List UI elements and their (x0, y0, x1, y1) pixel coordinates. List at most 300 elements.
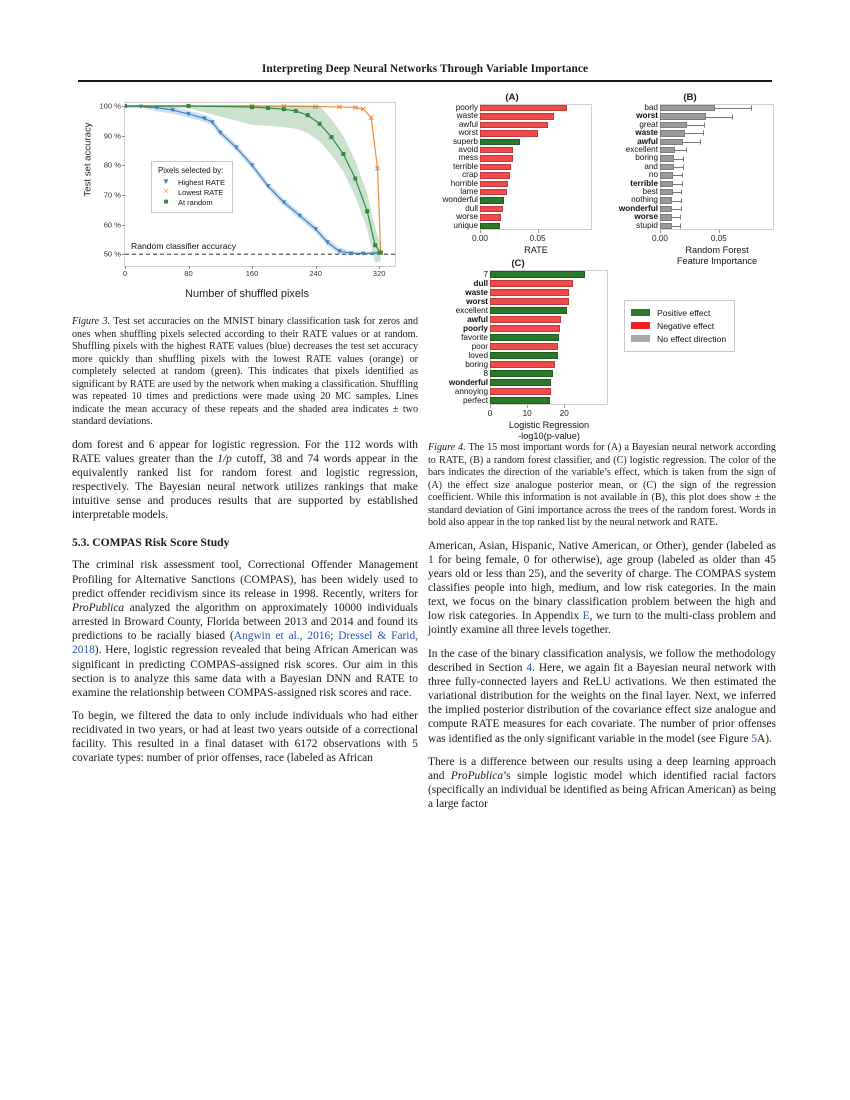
bar (660, 223, 672, 229)
legend-item-positive-effect (631, 306, 726, 319)
bar-row (428, 297, 608, 306)
bar-track (660, 154, 774, 162)
legend-item-negative-effect (631, 319, 726, 332)
figure-3-x-axis-label: Number of shuffled pixels (185, 288, 309, 300)
bar-row (604, 163, 774, 171)
figure-3-x-tickmark (316, 266, 317, 269)
bar-track (660, 205, 774, 213)
text-run: There is a difference between our results using a deep learning approach and (428, 755, 776, 782)
bar-row (604, 213, 774, 221)
bar (480, 147, 513, 153)
error-bar-cap (683, 164, 684, 169)
section-heading-5-3: 5.3. COMPAS Risk Score Study (72, 536, 230, 550)
panel-x-tick: 0 (487, 409, 493, 418)
bar-category-label: awful (458, 119, 478, 129)
bar-row (604, 112, 774, 120)
figure-3-x-tick: 160 (245, 269, 259, 278)
bar (480, 155, 513, 161)
bar (490, 325, 560, 332)
bar (480, 139, 520, 145)
bar-track (660, 180, 774, 188)
bar-row (428, 396, 608, 405)
panel-axis-caption: Random Forest (685, 245, 749, 255)
error-bar (674, 167, 683, 168)
bar-track (660, 222, 774, 230)
figure-4-caption-lead: Figure 4. (428, 442, 466, 453)
bar-track (480, 154, 592, 162)
bar-track (490, 288, 608, 297)
bar-track (480, 180, 592, 188)
legend-label: At random (178, 197, 213, 207)
bar-category-label: worst (636, 111, 658, 121)
bar-track (480, 188, 592, 196)
bar-track (490, 333, 608, 342)
error-bar (673, 192, 681, 193)
bar-track (660, 163, 774, 171)
bar-track (660, 213, 774, 221)
panel-x-tickmark (719, 230, 720, 233)
bar-category-label: poorly (462, 324, 488, 333)
bar (480, 130, 538, 136)
bar-category-label: poor (471, 342, 488, 351)
figure-3-y-tickmark (122, 106, 125, 107)
panel-c-title: (C) (511, 258, 525, 269)
citation-link-dressel[interactable]: Dressel & Farid, 2018 (72, 630, 418, 657)
bar-track (660, 146, 774, 154)
bar-row (428, 306, 608, 315)
bar (660, 206, 672, 212)
error-bar-cap (682, 181, 683, 186)
figure-3-y-tick: 60 % (103, 220, 121, 229)
bar-track (480, 138, 592, 146)
text-run: cutoff, 38 and 74 words appear in the equivalently ranked list for random forest and logistic regression, respectively. The Bayesian neural network utilizes rankings that make intuitive sense and produces results that are supported by established interpretable models. (72, 452, 418, 522)
bar-category-label: perfect (462, 396, 488, 405)
figure-3-y-tick: 90 % (103, 131, 121, 141)
error-bar (715, 108, 751, 109)
figure-3-plot-area (99, 101, 396, 278)
panel-axis-caption: Feature Importance (676, 255, 758, 266)
right-paragraph-2 (428, 647, 776, 746)
figure-3-y-tick: 80 % (103, 160, 121, 170)
figure-3-x-tick: 240 (309, 269, 322, 278)
bar-category-label: terrible (630, 178, 658, 188)
bar-category-label: worse (634, 212, 658, 222)
bar-track (490, 297, 608, 306)
panel-x-tickmark (490, 405, 491, 408)
error-bar (685, 133, 703, 134)
error-bar-cap (680, 223, 681, 228)
error-bar (672, 201, 681, 202)
bar (660, 172, 673, 178)
bar-track (480, 222, 592, 230)
panel-x-tickmark (660, 230, 661, 233)
bar-category-label: worse (456, 212, 478, 222)
left-paragraph-1 (72, 438, 418, 523)
citation-link-angwin[interactable]: Angwin et al., 2016 (233, 630, 331, 643)
bar-category-label: no (648, 170, 658, 180)
left-paragraph-3: To begin, we filtered the data to only include individuals who had either recidivated in two years, or had at least two years outside of a correctional facility. This resulted in a final dataset with 6172 observations with 5 covariate types: number of prior offenses, race (labeled as African (72, 710, 418, 765)
bar-track (490, 369, 608, 378)
bar (480, 164, 511, 170)
text-run: ). Here, logistic regression revealed that being African American was significant in predicting COMPAS-assigned risk scores. Our aim in this section is to analyze this same data with a Bayesian DNN and RATE to examine the relationship between COMPAS-assigned risk scores and race. (72, 644, 418, 699)
error-bar-cap (681, 198, 682, 203)
text-run: dom forest and 6 appear for logistic regression. For the 112 words with RATE values greater than the (72, 438, 418, 465)
legend-title: Pixels selected by: (158, 166, 224, 175)
figure-3-x-tickmark (252, 266, 253, 269)
panel-x-tick: 10 (522, 409, 532, 418)
bar-category-label: wonderful (442, 195, 478, 205)
left-column (72, 92, 418, 775)
bar-track (490, 342, 608, 351)
figure-4-caption-text: The 15 most important words for (A) a Bayesian neural network according to RATE, (B) a random forest classifier, and (C) logistic regression. The color of the bars indicates the direction of the variable’s effect, which is taken from the sign of (A) the effect size analogue posterior mean, or (C) the sign of the regression coefficient. While this information is not available in (B), this plot does show ± the standard deviation of Gini importance across the trees of the random forest. Words in bold also appear in the top ranked list by the neural network and RATE. (428, 442, 776, 528)
bar (660, 189, 673, 195)
text-run: The criminal risk assessment tool, Correctional Offender Management Profiling for Alternative Sanctions (COMPAS), has been widely used to predict offender recidivism since its release in 1998. Recently, writers for (72, 559, 418, 600)
page-title: Interpreting Deep Neural Networks Through Variable Importance (261, 63, 589, 75)
bar (490, 298, 569, 305)
bar (660, 147, 675, 153)
figure-3-y-tick: 50 % (103, 249, 121, 259)
bar-row (428, 112, 592, 120)
legend-label: Positive effect (657, 307, 711, 318)
text-run: American, Asian, Hispanic, Native American, or Other), gender (labeled as 1 for being female, 0 for otherwise), age group (labeled as older than 45 years old or less than 25), and the severity of charge. The COMPAS system classifies people into high, medium, and low risk categories. In the main text, we focus on the binary classification problem between the high and low risk categories. In Appendix (428, 539, 776, 623)
bar (660, 105, 715, 111)
bar (490, 334, 559, 341)
bar-category-label: awful (637, 136, 658, 146)
figure-3-caption-text: Test set accuracies on the MNIST binary classification task for zeros and ones when shuffling pixels selected according to their RATE values or at random. Shuffling pixels with the highest RATE values (blue) decreases the test set accuracy more quickly than shuffling pixels with the lowest RATE values (orange) or completely selected at random (green). This indicates that pixels identified as significant by RATE are used by the network when making a classification. Shuffling was repeated 10 times and predictions were made using 20 MC samples. Lines indicate the mean accuracy of these repeats and the shaded area indicates ± two standard deviations. (72, 316, 418, 427)
bar-category-label: avoid (458, 145, 478, 154)
bar-track (660, 129, 774, 137)
bar (660, 139, 683, 145)
text-run: A). (756, 732, 772, 745)
bar-track (480, 213, 592, 221)
error-bar-cap (680, 215, 681, 220)
text-run: In the case of the binary classification analysis, we follow the methodology described in Section (428, 647, 776, 674)
legend-label: No effect direction (657, 333, 727, 344)
bar-category-label: worst (466, 297, 488, 306)
bar (660, 164, 674, 170)
color-swatch-red (631, 322, 650, 329)
bar-row (604, 188, 774, 196)
bar (490, 280, 573, 287)
figure-4-chart (428, 92, 776, 441)
panel-x-tick: 0.05 (529, 234, 546, 243)
bar (490, 289, 569, 296)
bar-track (480, 112, 592, 120)
bar-row (604, 104, 774, 112)
bar-category-label: horrible (450, 178, 478, 188)
bar-row (604, 205, 774, 213)
bar-track (480, 205, 592, 213)
bar (660, 181, 673, 187)
panel-a-title: (A) (505, 92, 519, 103)
bar-track (660, 121, 774, 129)
bar-row (428, 121, 592, 129)
bar-track (480, 196, 592, 204)
bar (660, 113, 706, 119)
panel-axis-caption: RATE (524, 245, 548, 255)
bar-track (660, 104, 774, 112)
bar (480, 197, 504, 203)
bar-track (490, 315, 608, 324)
bar-row (428, 104, 592, 112)
bar-category-label: boring (635, 153, 658, 163)
figure-3-y-tickmark (122, 195, 125, 196)
bar-row (604, 180, 774, 188)
figure-4-caption (428, 442, 776, 530)
bar-category-label: nothing (631, 195, 658, 205)
bar-track (490, 270, 608, 279)
bar-row (428, 342, 608, 351)
bar-row (428, 333, 608, 342)
bar-category-label: waste (456, 111, 478, 121)
bar-track (480, 163, 592, 171)
bar-row (428, 315, 608, 324)
bar-category-label: annoying (454, 387, 488, 396)
legend-item-no-effect (631, 332, 726, 345)
bar-row (428, 360, 608, 369)
error-bar-cap (703, 131, 704, 136)
bar-category-label: terrible (452, 161, 478, 171)
figure-3-legend (151, 161, 233, 213)
bar (660, 214, 672, 220)
appendix-link-e[interactable]: E (582, 610, 590, 623)
legend-label: Highest RATE (178, 177, 225, 187)
bar-category-label: waste (465, 288, 488, 297)
figure-3-y-tickmark (122, 254, 125, 255)
bar-track (480, 146, 592, 154)
bar-category-label: waste (635, 128, 658, 138)
legend-label: Negative effect (657, 320, 715, 331)
bar (660, 130, 685, 136)
error-bar-cap (682, 173, 683, 178)
square-marker-icon: ■ (163, 197, 169, 206)
error-bar (683, 142, 700, 143)
bar-category-label: excellent (625, 145, 658, 154)
bar-track (480, 104, 592, 112)
error-bar (672, 226, 680, 227)
right-paragraph-1 (428, 539, 776, 638)
bar-row (428, 369, 608, 378)
bar (490, 388, 551, 395)
bar-category-label: worst (458, 128, 478, 138)
figure-3-caption (72, 316, 418, 429)
figure-3-caption-lead: Figure 3. (72, 316, 111, 327)
bar (490, 361, 555, 368)
bar-row (428, 324, 608, 333)
text-run: , we turn to the multi-class problem and jointly examine all three levels together. (428, 610, 776, 637)
bar-row (428, 205, 592, 213)
text-run: . Here, we again fit a Bayesian neural network with three fully-connected layers and ReLU activations. We then estimated the variational distribution for the weights on the final layer. Next, we inferred the implied posterior distribution of the covariance effect size analogue and compute RATE measures for each covariate. The number of prior offenses was identified as the only significant variable in the model (see Figure (428, 661, 776, 745)
bar-category-label: poorly (455, 103, 478, 112)
bar-category-label: mess (458, 153, 478, 163)
bar-row (428, 146, 592, 154)
figure-4-panel-b (604, 92, 776, 272)
error-bar (672, 217, 680, 218)
figure-3-x-tick: 0 (122, 269, 128, 278)
bar (490, 343, 558, 350)
bar (480, 113, 554, 119)
bar-row (428, 138, 592, 146)
bar (660, 197, 672, 203)
legend-item-lowest-rate (158, 187, 225, 197)
bar-row (428, 288, 608, 297)
color-swatch-green (631, 309, 650, 316)
bar-row (428, 196, 592, 204)
bar-row (428, 222, 592, 230)
error-bar-cap (700, 139, 701, 144)
panel-x-tick: 0.00 (652, 234, 668, 243)
panel-x-tick: 0.00 (472, 234, 488, 243)
bar-category-label: great (639, 119, 658, 129)
error-bar (673, 184, 682, 185)
header-divider (78, 80, 772, 82)
bar (480, 189, 507, 195)
x-marker-icon: ✕ (162, 187, 170, 196)
bar-category-label: loved (468, 351, 488, 360)
bar-row (604, 154, 774, 162)
bar (480, 172, 510, 178)
panel-x-tickmark (564, 405, 565, 408)
panel-x-tick: 0.05 (710, 234, 727, 243)
error-bar-cap (732, 114, 733, 119)
bar-category-label: 7 (483, 270, 488, 279)
bar-category-label: boring (465, 360, 488, 369)
bar (490, 379, 551, 386)
bar-row (428, 387, 608, 396)
figure-3-y-tickmark (122, 136, 125, 137)
figure-3-random-accuracy-annotation: Random classifier accuracy (131, 241, 237, 252)
bar (480, 206, 503, 212)
bar-category-label: favorite (461, 333, 488, 342)
figure-3-x-tickmark (379, 266, 380, 269)
bar-row (604, 222, 774, 230)
bar-category-label: stupid (636, 220, 658, 230)
bar-category-label: awful (467, 315, 488, 324)
bar (660, 122, 687, 128)
bar-row (428, 378, 608, 387)
panel-x-tickmark (480, 230, 481, 233)
bar-category-label: dull (473, 279, 488, 288)
panel-x-tickmark (527, 405, 528, 408)
bar (490, 271, 585, 278)
figure-link-5[interactable]: 5 (751, 732, 757, 745)
bar-track (490, 306, 608, 315)
bar (480, 214, 501, 220)
figure-3-x-tickmark (125, 266, 126, 269)
panel-x-tick: 20 (559, 409, 569, 418)
figure-3-y-tickmark (122, 225, 125, 226)
bar-track (660, 138, 774, 146)
figure-3-y-axis-label: Test set accuracy (82, 122, 94, 197)
error-bar (672, 209, 681, 210)
bar-track (480, 121, 592, 129)
error-bar (687, 125, 704, 126)
bar-row (428, 163, 592, 171)
triangle-down-icon: ▼ (162, 177, 170, 186)
propublica-italic: ProPublica (72, 601, 125, 614)
bar (490, 307, 567, 314)
bar (490, 397, 550, 404)
bar (490, 370, 553, 377)
figure-4-legend (624, 300, 735, 352)
bar (480, 223, 500, 229)
bar-track (660, 171, 774, 179)
bar-category-label: lame (460, 187, 478, 196)
figure-4-panel-c (428, 258, 608, 441)
color-swatch-gray (631, 335, 650, 342)
left-paragraph-2 (72, 558, 418, 700)
figure-3-x-tick: 320 (372, 269, 386, 278)
figure-3-x-tick: 80 (184, 269, 193, 278)
bar-track (490, 279, 608, 288)
bar-row (604, 121, 774, 129)
error-bar (673, 175, 682, 176)
text-run: ’s simple logistic model which identified racial factors (specifically an individual be identified as being African American) as being a large factor (428, 769, 777, 811)
bar-track (490, 396, 608, 405)
panel-b-title: (B) (683, 92, 697, 103)
right-paragraph-3 (428, 755, 776, 812)
bar-category-label: wonderful (618, 203, 658, 213)
bar-category-label: best (642, 187, 658, 196)
bar-track (480, 171, 592, 179)
error-bar (674, 159, 683, 160)
error-bar-cap (751, 106, 752, 111)
bar-category-label: wonderful (448, 378, 488, 387)
figure-3-y-tick: 70 % (103, 190, 121, 200)
bar-track (660, 196, 774, 204)
bar-track (480, 129, 592, 137)
section-link-4[interactable]: 4 (526, 661, 533, 674)
bar-track (490, 387, 608, 396)
bar-category-label: superb (452, 136, 478, 146)
bar-row (428, 279, 608, 288)
figure-4-panel-a (428, 92, 596, 272)
right-column (428, 92, 776, 820)
bar-row (428, 351, 608, 360)
figure-3-y-tickmark (122, 165, 125, 166)
bar-category-label: dull (465, 203, 478, 213)
bar (490, 352, 558, 359)
figure-3-x-tickmark (189, 266, 190, 269)
bar-track (490, 378, 608, 387)
legend-item-at-random (158, 197, 225, 207)
figure-3-y-tick: 100 % (99, 101, 121, 111)
legend-label: Lowest RATE (178, 187, 224, 197)
error-bar (706, 117, 731, 118)
bar-row (604, 146, 774, 154)
bar-track (660, 188, 774, 196)
bar-track (490, 360, 608, 369)
error-bar (675, 150, 686, 151)
bar-row (604, 129, 774, 137)
math-inline: 1/p (217, 452, 232, 465)
bar-category-label: crap (462, 170, 478, 180)
bar-track (490, 324, 608, 333)
bar-category-label: excellent (455, 306, 488, 315)
panel-axis-caption: Logistic Regression (508, 420, 590, 430)
bar-category-label: 8 (483, 369, 488, 378)
figure-3-chart (72, 92, 418, 310)
bar (490, 316, 561, 323)
bar-track (490, 351, 608, 360)
bar (480, 122, 548, 128)
panel-x-tickmark (538, 230, 539, 233)
bar-category-label: unique (453, 220, 478, 230)
bar (660, 155, 674, 161)
propublica-italic: ProPublica (450, 769, 504, 782)
bar-track (660, 112, 774, 120)
bar-category-label: and (644, 161, 658, 171)
